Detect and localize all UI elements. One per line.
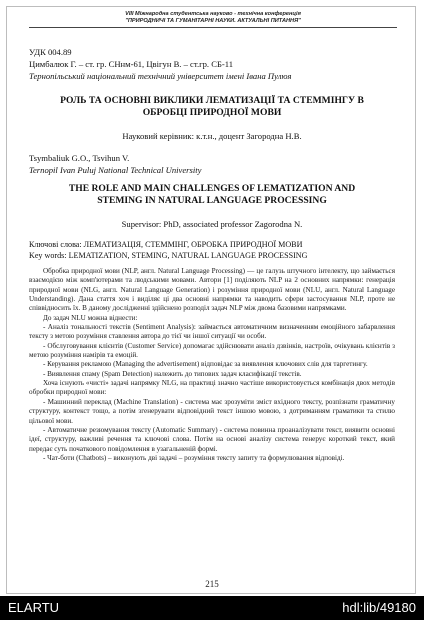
list-item: - Автоматичне резюмування тексту (Automatic Summary) - система повинна проаналізувати текст, виявити основні ідеї, структуру, важливі речення та ключові слова. Потім на основі аналізу система генерує короткий текст, який передає суть початкового повідомлення в узагальненій формі. (29, 425, 395, 453)
authors-en: Tsymbaliuk G.O., Tsvihun V. (29, 153, 130, 163)
affiliation-uk: Тернопільський національний технічний університет імені Івана Пулюя (29, 71, 292, 81)
list-item: - Машинний переклад (Machine Translation) - система має зрозуміти зміст вхідного тексту, розпізнати граматичну структуру, контекст тощо, а потім згенерувати відповідний текст іншою мовою, з дотриманням граматики та стилю цільової мови. (29, 397, 395, 425)
footer-bar (0, 596, 424, 620)
list-item: - Керування рекламою (Managing the advertisement) відповідає за виявлення ключових слів для таргетингу. (43, 360, 368, 369)
conference-header (29, 11, 397, 25)
list-item: - Виявлення спаму (Spam Detection) належить до типових задач класифікації текстів. (43, 369, 302, 378)
keywords-en: Key words: LEMATIZATION, STEMING, NATURAL LANGUAGE PROCESSING (29, 251, 308, 260)
paragraph: Обробка природної мови (NLP, англ. Natural Language Processing) — це галузь штучного інтелекту, що займається взаємодією між комп'ютерами та людськими мовами. Автори [1] поділяють NLP на 2 основних напрямки: генерація природної мови (NLG, англ. Natural Language Generation) і розуміння природної мови (NLU, англ. Natural Language Understanding). Дана стаття хоч і виділяє ці два основні напрямки та наводить сфери застосування NLP, проте не співвідносить їх. В даному дослідженні здійснено розподіл задач NLP між двома базовими напрямками. (29, 267, 395, 313)
title-uk (29, 95, 395, 119)
footer-repository: ELARTU (8, 600, 60, 615)
page-number: 215 (205, 579, 219, 589)
list-item: - Обслуговування клієнтів (Customer Service) допомагає здійснювати аналіз дзвінків, настроїв, очікувань клієнтів з метою розуміння намірів та емоцій. (29, 341, 395, 360)
title-uk-line1: РОЛЬ ТА ОСНОВНІ ВИКЛИКИ ЛЕМАТИЗАЦІЇ ТА СТЕММІНГУ В (60, 95, 364, 106)
authors-uk: Цимбалюк Г. – ст. гр. СНнм-61, Цвігун В. – ст.гр. СБ-11 (29, 59, 234, 69)
conference-header-line2: "ПРИРОДНИЧІ ТА ГУМАНІТАРНІ НАУКИ. АКТУАЛЬНІ ПИТАННЯ" (125, 18, 301, 24)
body-text (29, 267, 395, 463)
keywords-uk: Ключові слова: ЛЕМАТИЗАЦІЯ, СТЕММІНГ, ОБРОБКА ПРИРОДНОЇ МОВИ (29, 240, 303, 249)
paragraph: До задач NLU можна віднести: (43, 313, 138, 322)
footer-handle: hdl:lib/49180 (342, 600, 416, 615)
supervisor-en: Supervisor: PhD, associated professor Zagorodna N. (121, 219, 303, 229)
header-divider (29, 27, 397, 28)
udc-code: УДК 004.89 (29, 47, 72, 57)
title-uk-line2: ОБРОБЦІ ПРИРОДНОЇ МОВИ (142, 107, 282, 118)
list-item: - Аналіз тональності текстів (Sentiment Analysis): займається автоматичним визначенням емоційного забарвлення тексту з метою розуміння ставлення автора до тієї чи іншої ситуації чи особи. (29, 323, 395, 341)
paragraph: Хоча існують «чисті» задачі напрямку NLG, на практиці значно частіше використовується комбінація двох методів обробки природної мови: (29, 379, 395, 397)
title-en (29, 183, 395, 207)
list-item: - Чат-боти (Chatbots) – виконують дві задачі – розуміння тексту запиту та формулювання відповіді. (43, 453, 345, 462)
affiliation-en: Ternopil Ivan Puluj National Technical University (29, 165, 202, 175)
title-en-line2: STEMING IN NATURAL LANGUAGE PROCESSING (97, 195, 327, 206)
title-en-line1: THE ROLE AND MAIN CHALLENGES OF LEMATIZATION AND (68, 183, 356, 194)
document-page (6, 6, 416, 594)
supervisor-uk: Науковий керівник: к.т.н., доцент Загородна Н.В. (122, 131, 302, 141)
conference-header-line1: VIII Міжнародна студентська науково - технічна конференція (125, 11, 301, 17)
